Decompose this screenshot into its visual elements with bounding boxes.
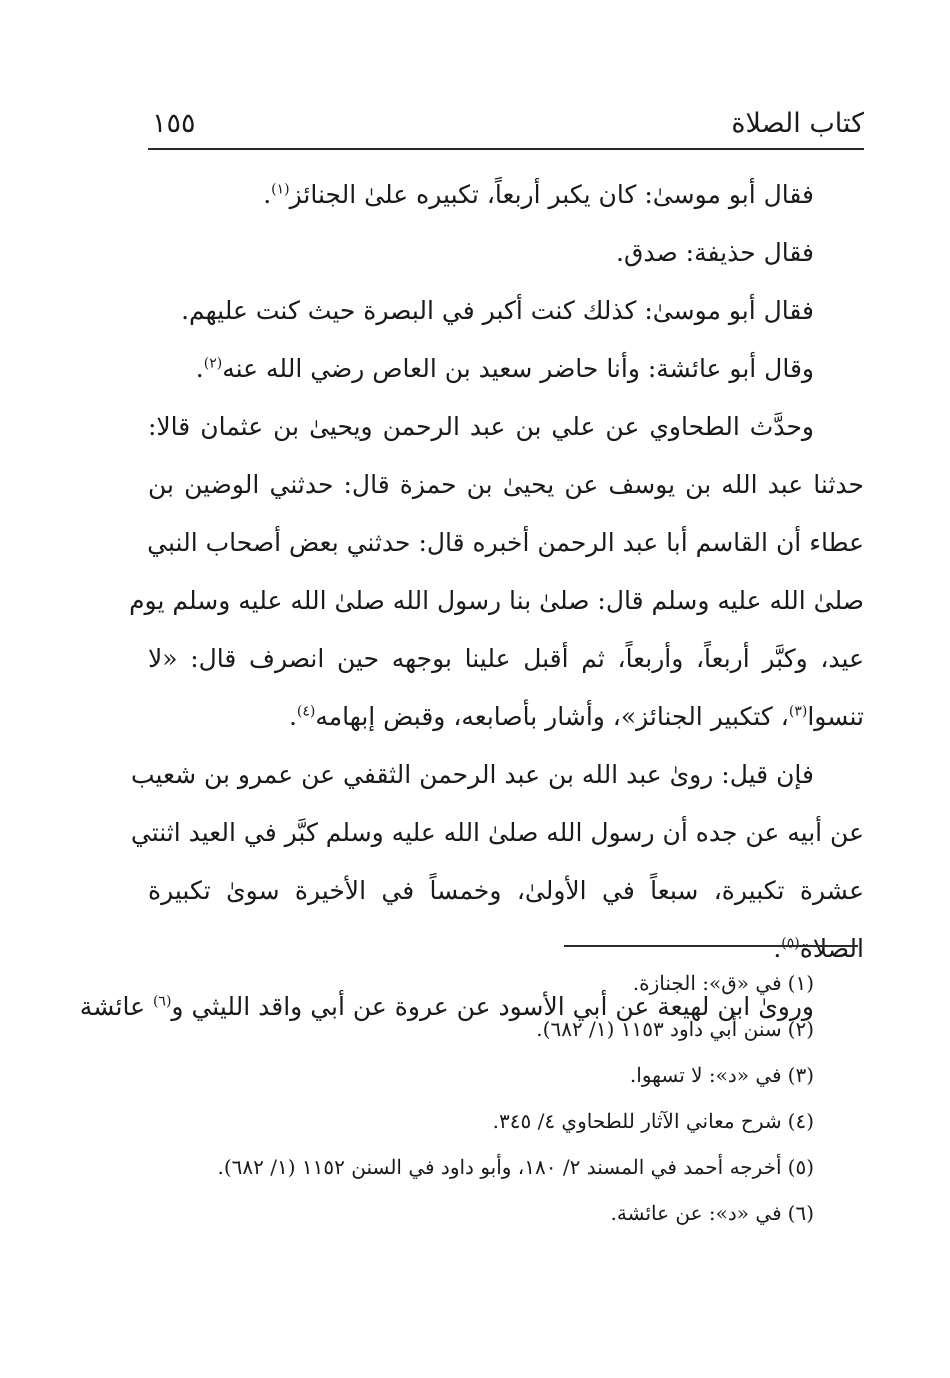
footnotes [134,960,814,1236]
text-line: وحدَّث الطحاوي عن علي بن عبد الرحمن ويحيىٰ بن عثمان قالا: [148,412,814,441]
text-line: فقال حذيفة: صدق. [616,238,814,267]
footnote-ref: (٦) [152,993,172,1010]
text-line: عشرة تكبيرة، سبعاً في الأولىٰ، وخمساً في الأخيرة سوىٰ تكبيرة [148,876,864,905]
footnote-separator [564,945,858,947]
footnote: (٦)في «د»: عن عائشة. [610,1201,814,1225]
footnote: (٣)في «د»: لا تسهوا. [629,1063,814,1087]
text-line: الصلاة$^{(٥)}$. [773,934,864,963]
footnote-ref: (٤) [296,703,316,720]
text-line: حدثنا عبد الله بن يوسف عن يحيىٰ بن حمزة قال: حدثني الوضين بن [148,470,864,499]
text-line: فقال أبو موسىٰ: كان يكبر أربعاً، تكبيره علىٰ الجنائز$^{(١)}$. [263,180,814,209]
text-line: فقال أبو موسىٰ: كذلك كنت أكبر في البصرة حيث كنت عليهم. [181,296,814,325]
footnote-ref: (٥) [781,935,800,952]
text-line: عن أبيه عن جده أن رسول الله صلىٰ الله عليه وسلم كبَّر في العيد اثنتي [130,818,864,847]
text-line: تنسوا$^{(٣)}$، كتكبير الجنائز»، وأشار بأصابعه، وقبض إبهامه$^{(٤)}$. [288,702,864,731]
text-line: عطاء أن القاسم أبا عبد الرحمن أخبره قال: حدثني بعض أصحاب النبي [147,528,864,557]
footnote-ref: (٢) [203,355,223,372]
page-number: ١٥٥ [152,108,196,139]
chapter-title: كتاب الصلاة [731,108,864,139]
footnote: (٤)شرح معاني الآثار للطحاوي ٤/ ٣٤٥. [492,1109,814,1133]
text-line: وروىٰ ابن لهيعة عن أبي الأسود عن عروة عن أبي واقد الليثي و$^{(٦)}$ عائشة [79,992,814,1021]
footnote-ref: (٣) [788,703,808,720]
footnote-ref: (١) [271,181,290,198]
main-text [79,166,864,1036]
text-line: وقال أبو عائشة: وأنا حاضر سعيد بن العاص رضي الله عنه$^{(٢)}$. [195,354,814,383]
running-header [148,104,864,150]
text-line: فإن قيل: روىٰ عبد الله بن عبد الرحمن الثقفي عن عمرو بن شعيب [130,760,814,789]
text-line: صلىٰ الله عليه وسلم قال: صلىٰ بنا رسول الله صلىٰ الله عليه وسلم يوم [129,586,864,615]
footnote: (٢)سنن أبي داود ١١٥٣ (١/ ٦٨٢). [536,1017,814,1041]
footnote: (٥)أخرجه أحمد في المسند ٢/ ١٨٠، وأبو داود في السنن ١١٥٢ (١/ ٦٨٢). [217,1155,814,1179]
text-line: عيد، وكبَّر أربعاً، وأربعاً، ثم أقبل علينا بوجهه حين انصرف قال: «لا [148,644,864,673]
footnote: (١)في «ق»: الجنازة. [632,971,814,995]
